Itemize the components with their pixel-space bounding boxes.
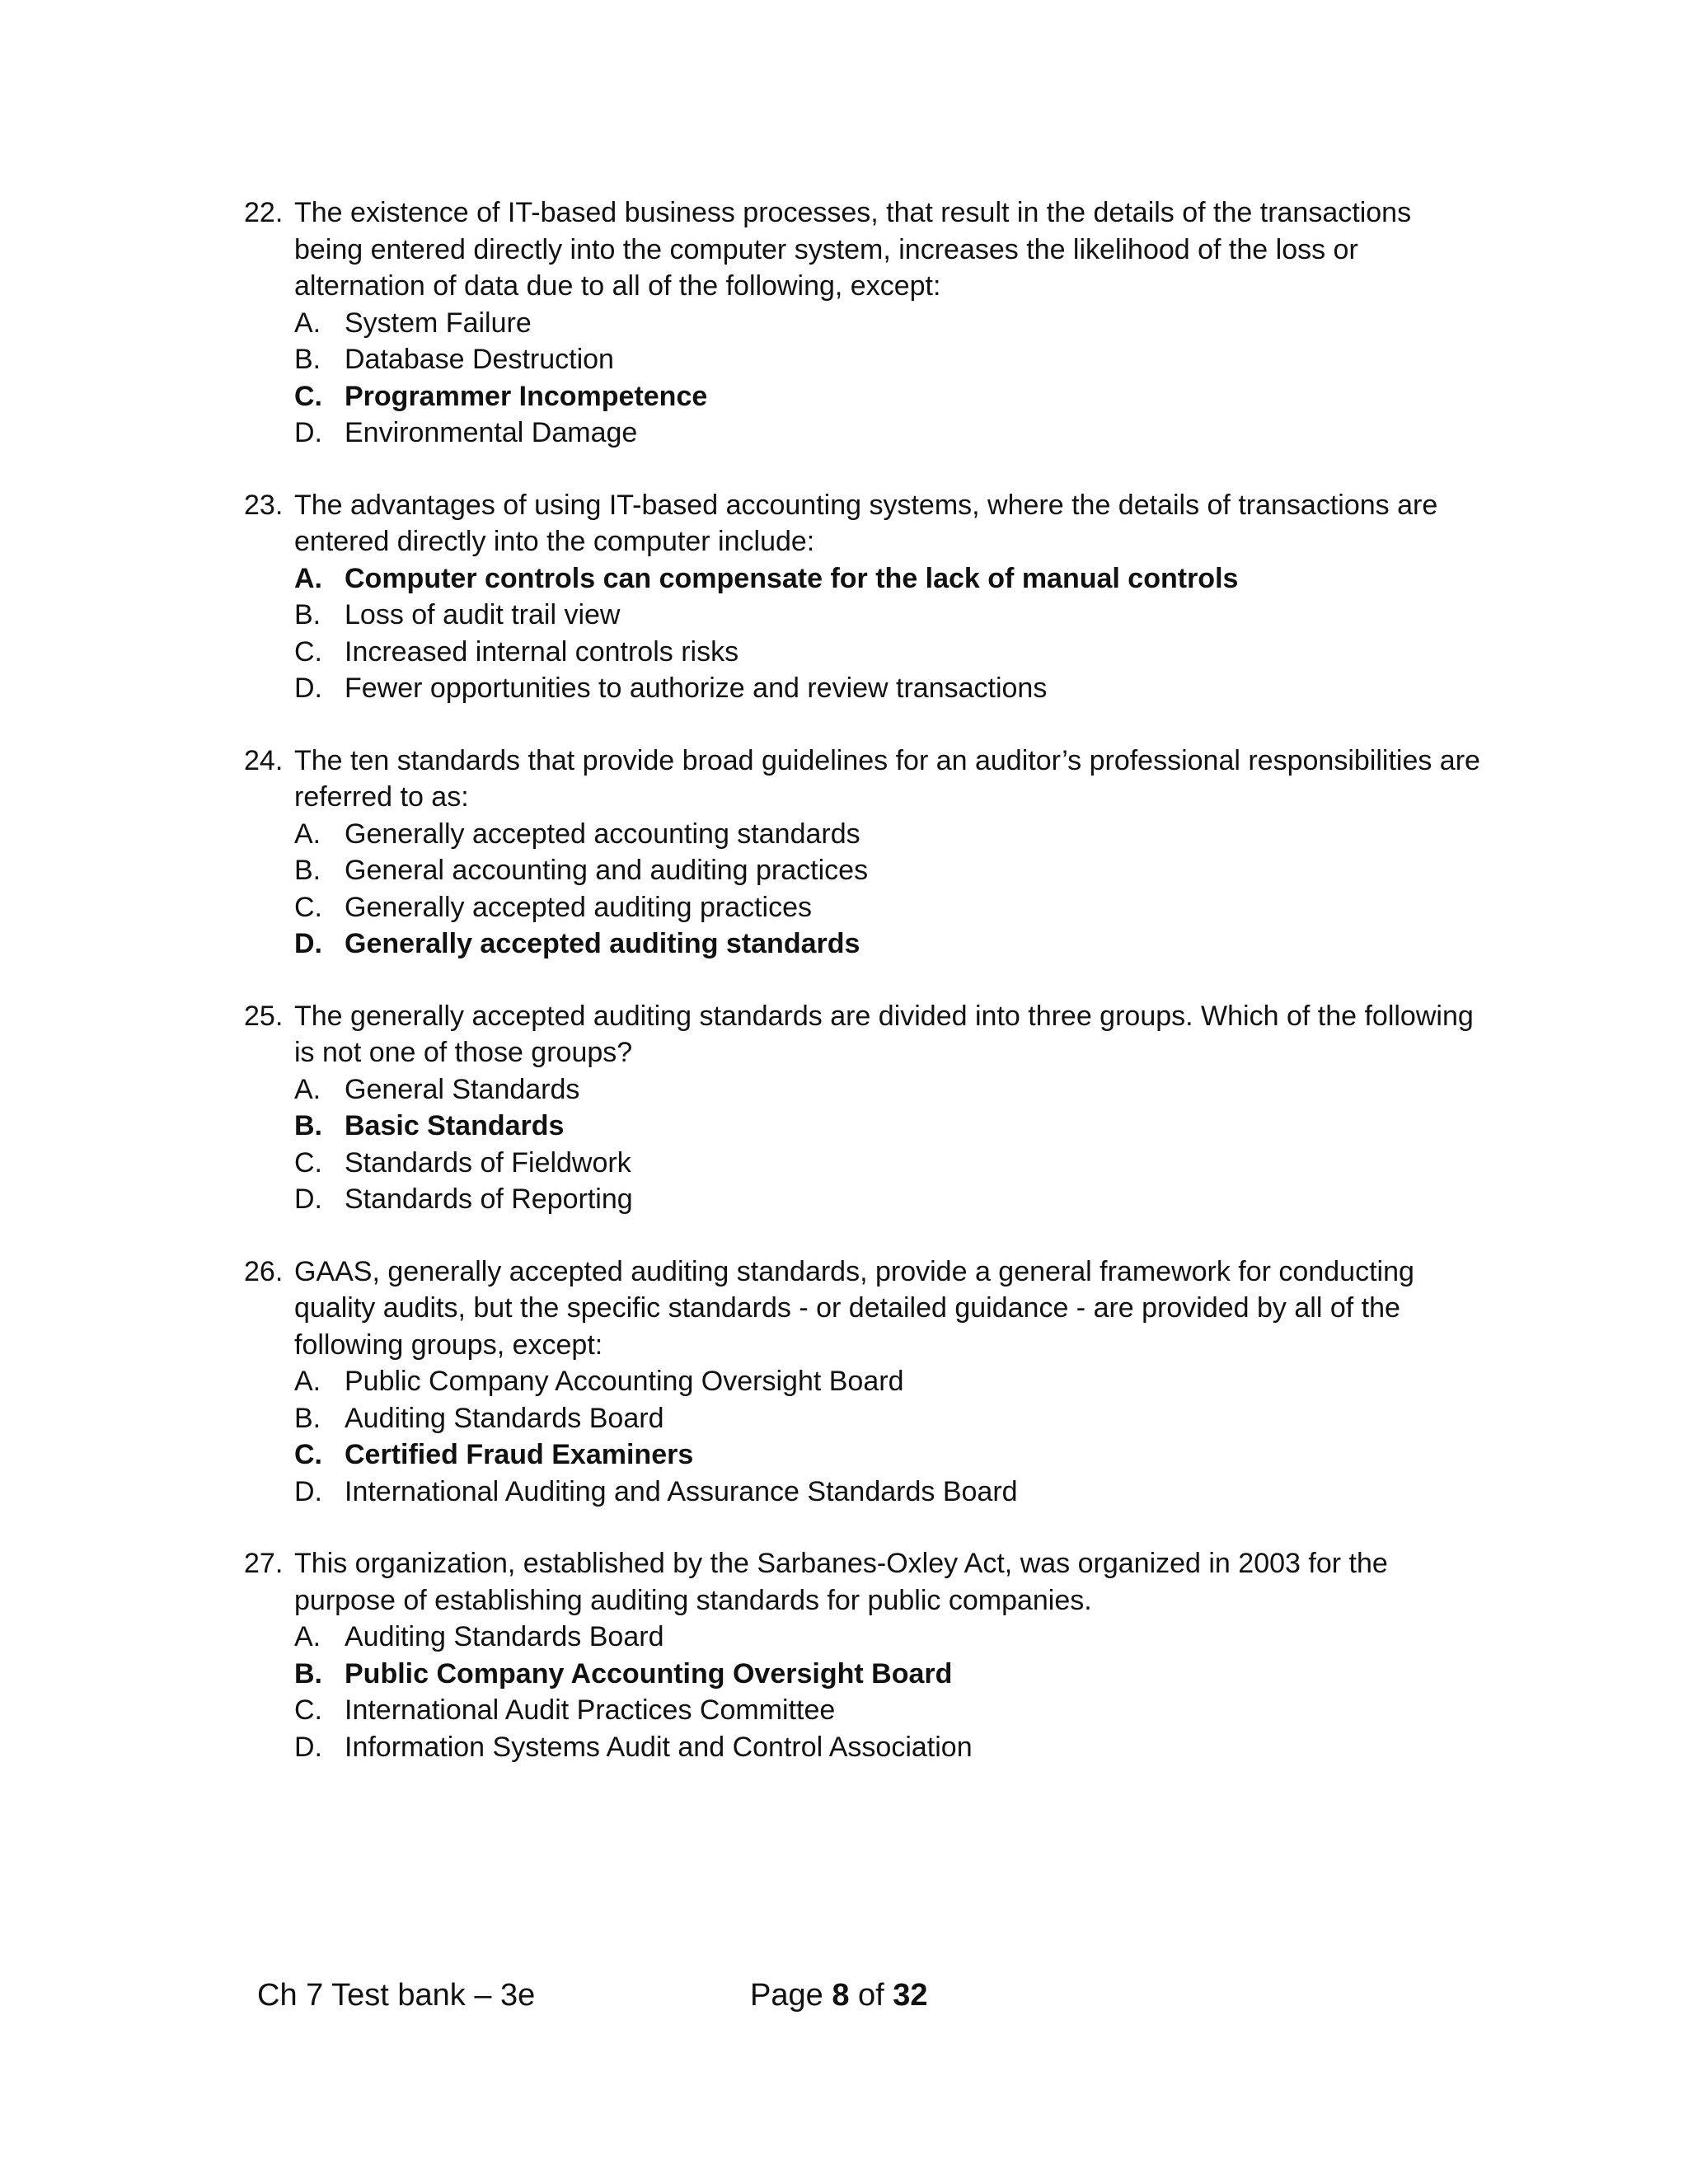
answer-choice bbox=[244, 670, 1480, 707]
answer-choice bbox=[244, 1474, 1480, 1511]
question-number: 27. bbox=[244, 1548, 284, 1579]
choice-letter: A. bbox=[294, 1621, 321, 1652]
choice-text: Generally accepted auditing standards bbox=[345, 928, 860, 959]
question-item bbox=[244, 998, 1480, 1218]
question-stem bbox=[244, 1254, 1480, 1364]
choice-letter: A. bbox=[294, 1366, 321, 1397]
choice-text: Generally accepted accounting standards bbox=[345, 818, 860, 850]
answer-choices bbox=[244, 1619, 1480, 1765]
footer-document-title: Ch 7 Test bank – 3e bbox=[257, 1978, 536, 2013]
choice-text: International Auditing and Assurance Standards Board bbox=[345, 1475, 1018, 1507]
choice-letter: B. bbox=[294, 344, 321, 375]
answer-choice bbox=[244, 816, 1480, 853]
choice-letter: C. bbox=[294, 1694, 322, 1726]
answer-choice bbox=[244, 1145, 1480, 1182]
question-stem bbox=[244, 487, 1480, 560]
question-text: The existence of IT-based business processes, that result in the details of the transactions being entered directly into the computer system, increases the likelihood of the loss or alternation of data due to all of the following, except: bbox=[294, 197, 1412, 302]
choice-text: Standards of Reporting bbox=[345, 1183, 633, 1215]
choice-letter: C. bbox=[294, 635, 322, 668]
choice-text: Loss of audit trail view bbox=[345, 599, 621, 630]
choice-text: Standards of Fieldwork bbox=[345, 1146, 631, 1179]
question-text: The generally accepted auditing standards are divided into three groups. Which of the following is not one of those groups? bbox=[294, 1000, 1474, 1068]
choice-letter: A. bbox=[294, 307, 321, 339]
correct-answer-choice bbox=[244, 560, 1480, 598]
choice-text: Information Systems Audit and Control Association bbox=[345, 1731, 973, 1763]
answer-choices bbox=[244, 1071, 1480, 1218]
choice-letter: B. bbox=[294, 1402, 321, 1434]
page-current: 8 bbox=[832, 1978, 850, 2013]
choice-letter: C. bbox=[294, 891, 322, 923]
answer-choice bbox=[244, 305, 1480, 342]
choice-letter: A. bbox=[294, 1073, 321, 1105]
answer-choices bbox=[244, 816, 1480, 963]
question-item bbox=[244, 743, 1480, 963]
choice-letter: D. bbox=[294, 1183, 322, 1215]
choice-letter: A. bbox=[294, 562, 322, 594]
choice-text: Fewer opportunities to authorize and review transactions bbox=[345, 673, 1048, 704]
question-number: 25. bbox=[244, 1000, 284, 1032]
answer-choice bbox=[244, 1692, 1480, 1729]
question-item bbox=[244, 1545, 1480, 1765]
question-stem bbox=[244, 1545, 1480, 1619]
choice-text: Auditing Standards Board bbox=[345, 1621, 664, 1652]
question-text: The ten standards that provide broad guidelines for an auditor’s professional responsibilities are referred to as: bbox=[294, 744, 1480, 813]
answer-choice bbox=[244, 889, 1480, 926]
page-footer bbox=[0, 1975, 1688, 2024]
choice-letter: A. bbox=[294, 818, 321, 850]
page-number bbox=[750, 1975, 928, 2016]
choice-text: Auditing Standards Board bbox=[345, 1402, 664, 1434]
question-item bbox=[244, 1254, 1480, 1511]
answer-choices bbox=[244, 560, 1480, 707]
choice-letter: D. bbox=[294, 673, 322, 704]
choice-text: General Standards bbox=[345, 1073, 580, 1105]
choice-text: Certified Fraud Examiners bbox=[345, 1439, 694, 1470]
page-prefix: Page bbox=[750, 1978, 823, 2013]
answer-choice bbox=[244, 1363, 1480, 1400]
question-stem bbox=[244, 743, 1480, 816]
question-item bbox=[244, 194, 1480, 452]
correct-answer-choice bbox=[244, 1108, 1480, 1145]
answer-choice bbox=[244, 634, 1480, 671]
choice-text: Generally accepted auditing practices bbox=[345, 891, 812, 923]
page-total: 32 bbox=[893, 1978, 928, 2013]
choice-text: Computer controls can compensate for the lack of manual controls bbox=[345, 562, 1239, 594]
answer-choice bbox=[244, 1400, 1480, 1437]
choice-text: General accounting and auditing practices bbox=[345, 855, 869, 886]
choice-letter: D. bbox=[294, 1475, 322, 1507]
question-item bbox=[244, 487, 1480, 707]
question-number: 23. bbox=[244, 489, 284, 521]
choice-letter: B. bbox=[294, 1657, 322, 1690]
choice-letter: D. bbox=[294, 417, 322, 448]
choice-letter: B. bbox=[294, 599, 321, 630]
answer-choices bbox=[244, 305, 1480, 452]
question-number: 24. bbox=[244, 744, 284, 776]
choice-letter: B. bbox=[294, 1110, 322, 1141]
page-separator: of bbox=[858, 1978, 884, 2013]
choice-letter: C. bbox=[294, 380, 322, 412]
question-stem bbox=[244, 998, 1480, 1071]
choice-text: Increased internal controls risks bbox=[345, 635, 739, 668]
correct-answer-choice bbox=[244, 1436, 1480, 1474]
choice-text: International Audit Practices Committee bbox=[345, 1694, 836, 1726]
question-number: 26. bbox=[244, 1255, 284, 1287]
question-list bbox=[244, 194, 1480, 1801]
choice-text: Programmer Incompetence bbox=[345, 380, 708, 412]
choice-letter: D. bbox=[294, 1731, 322, 1763]
question-stem bbox=[244, 194, 1480, 305]
answer-choice bbox=[244, 597, 1480, 634]
question-text: This organization, established by the Sarbanes-Oxley Act, was organized in 2003 for the purpose of establishing auditing standards for public companies. bbox=[294, 1548, 1388, 1616]
answer-choice bbox=[244, 1071, 1480, 1108]
choice-text: Basic Standards bbox=[345, 1110, 565, 1141]
answer-choices bbox=[244, 1363, 1480, 1510]
answer-choice bbox=[244, 852, 1480, 889]
question-text: GAAS, generally accepted auditing standards, provide a general framework for conducting quality audits, but the specific standards - or detailed guidance - are provided by all of the following groups, except: bbox=[294, 1255, 1414, 1361]
answer-choice bbox=[244, 1181, 1480, 1218]
correct-answer-choice bbox=[244, 926, 1480, 963]
choice-letter: D. bbox=[294, 928, 322, 959]
choice-letter: B. bbox=[294, 855, 321, 886]
choice-text: Public Company Accounting Oversight Board bbox=[345, 1657, 953, 1690]
answer-choice bbox=[244, 1619, 1480, 1656]
question-text: The advantages of using IT-based accounting systems, where the details of transactions are entered directly into the computer include: bbox=[294, 489, 1438, 557]
answer-choice bbox=[244, 1729, 1480, 1766]
question-number: 22. bbox=[244, 197, 284, 228]
choice-letter: C. bbox=[294, 1146, 322, 1179]
choice-letter: C. bbox=[294, 1439, 322, 1470]
answer-choice bbox=[244, 341, 1480, 378]
answer-choice bbox=[244, 415, 1480, 452]
correct-answer-choice bbox=[244, 1656, 1480, 1693]
choice-text: Database Destruction bbox=[345, 344, 614, 375]
choice-text: Public Company Accounting Oversight Board bbox=[345, 1366, 904, 1397]
correct-answer-choice bbox=[244, 378, 1480, 415]
choice-text: System Failure bbox=[345, 307, 532, 339]
choice-text: Environmental Damage bbox=[345, 417, 638, 448]
